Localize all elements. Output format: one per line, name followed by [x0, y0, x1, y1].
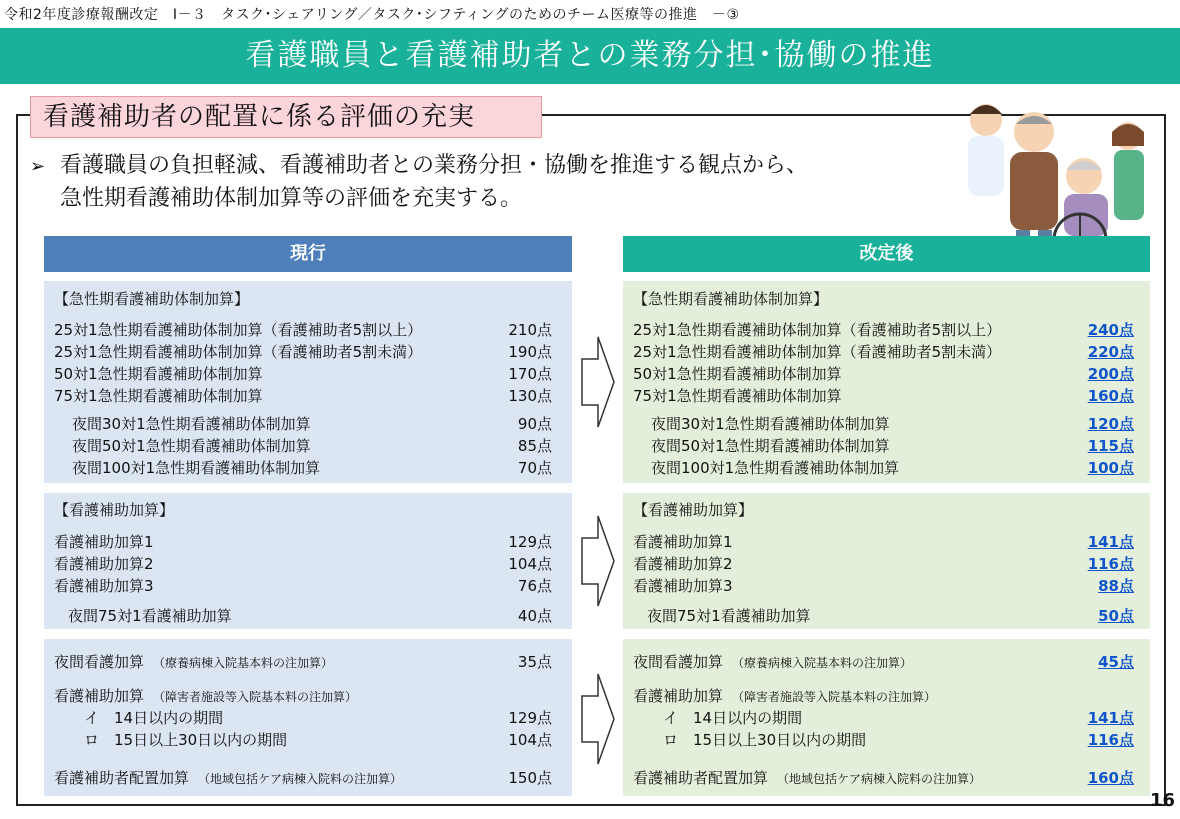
table-row: 夜間看護加算 （療養病棟入院基本料の注加算） 45点 [633, 653, 1134, 671]
table-row: 夜間30対1急性期看護補助体制加算 120点 [651, 415, 1134, 433]
section-title: 【急性期看護補助体制加算】 [633, 290, 829, 308]
revised-column-header: 改定後 [623, 236, 1150, 272]
right-arrow-icon [580, 514, 616, 608]
bullet-arrow-icon: ➢ [30, 156, 46, 177]
table-row: 50対1急性期看護補助体制加算 200点 [633, 365, 1134, 383]
revised-other-panel [623, 639, 1150, 796]
table-row: 看護補助加算 （障害者施設等入院基本料の注加算） [54, 687, 358, 705]
revised-acute-care-panel [623, 281, 1150, 483]
revised-assist-panel [623, 493, 1150, 629]
table-row: 看護補助加算3 76点 [54, 577, 552, 595]
current-column-header: 現行 [44, 236, 572, 272]
table-row: 看護補助者配置加算 （地域包括ケア病棟入院料の注加算） 160点 [633, 769, 1134, 787]
table-row: イ 14日以内の期間 141点 [663, 709, 1134, 727]
current-acute-care-panel [44, 281, 572, 483]
bullet-line-1: 看護職員の負担軽減、看護補助者との業務分担・協働を推進する観点から、 [60, 153, 809, 178]
table-row: イ 14日以内の期間 129点 [84, 709, 552, 727]
table-row: 看護補助加算 （障害者施設等入院基本料の注加算） [633, 687, 937, 705]
page-title: 看護職員と看護補助者との業務分担･協働の推進 [0, 28, 1180, 84]
table-row: 看護補助加算2 116点 [633, 555, 1134, 573]
table-row: 看護補助者配置加算 （地域包括ケア病棟入院料の注加算） 150点 [54, 769, 552, 787]
section-title: 【急性期看護補助体制加算】 [54, 290, 250, 308]
table-row: 夜間75対1看護補助加算 40点 [68, 607, 552, 625]
right-arrow-icon [580, 672, 616, 766]
table-row: ロ 15日以上30日以内の期間 116点 [663, 731, 1134, 749]
table-row: 25対1急性期看護補助体制加算（看護補助者5割未満） 190点 [54, 343, 552, 361]
table-row: 看護補助加算1 141点 [633, 533, 1134, 551]
table-row: 夜間50対1急性期看護補助体制加算 115点 [651, 437, 1134, 455]
section-title: 【看護補助加算】 [633, 501, 754, 519]
bullet-line-2: 急性期看護補助体制加算等の評価を充実する。 [60, 186, 523, 211]
page-number: 16 [1150, 790, 1176, 811]
table-row: 25対1急性期看護補助体制加算（看護補助者5割以上） 210点 [54, 321, 552, 339]
table-row: 50対1急性期看護補助体制加算 170点 [54, 365, 552, 383]
table-row: 夜間75対1看護補助加算 50点 [647, 607, 1134, 625]
table-row: ロ 15日以上30日以内の期間 104点 [84, 731, 552, 749]
table-row: 夜間100対1急性期看護補助体制加算 100点 [651, 459, 1134, 477]
table-row: 75対1急性期看護補助体制加算 130点 [54, 387, 552, 405]
right-arrow-icon [580, 335, 616, 429]
table-row: 25対1急性期看護補助体制加算（看護補助者5割以上） 240点 [633, 321, 1134, 339]
table-row: 25対1急性期看護補助体制加算（看護補助者5割未満） 220点 [633, 343, 1134, 361]
section-title: 【看護補助加算】 [54, 501, 175, 519]
table-row: 75対1急性期看護補助体制加算 160点 [633, 387, 1134, 405]
table-row: 夜間30対1急性期看護補助体制加算 90点 [72, 415, 552, 433]
table-row: 看護補助加算3 88点 [633, 577, 1134, 595]
table-row: 夜間看護加算 （療養病棟入院基本料の注加算） 35点 [54, 653, 552, 671]
current-assist-panel [44, 493, 572, 629]
table-row: 夜間50対1急性期看護補助体制加算 85点 [72, 437, 552, 455]
table-row: 看護補助加算1 129点 [54, 533, 552, 551]
current-other-panel [44, 639, 572, 796]
table-row: 夜間100対1急性期看護補助体制加算 70点 [72, 459, 552, 477]
table-row: 看護補助加算2 104点 [54, 555, 552, 573]
summary-bullet [30, 150, 960, 215]
section-subtitle: 看護補助者の配置に係る評価の充実 [30, 96, 542, 138]
top-caption: 令和2年度診療報酬改定 Ⅰ－３ タスク･シェアリング／タスク･シフティングのためのチーム医療等の推進 －③ [4, 7, 740, 23]
